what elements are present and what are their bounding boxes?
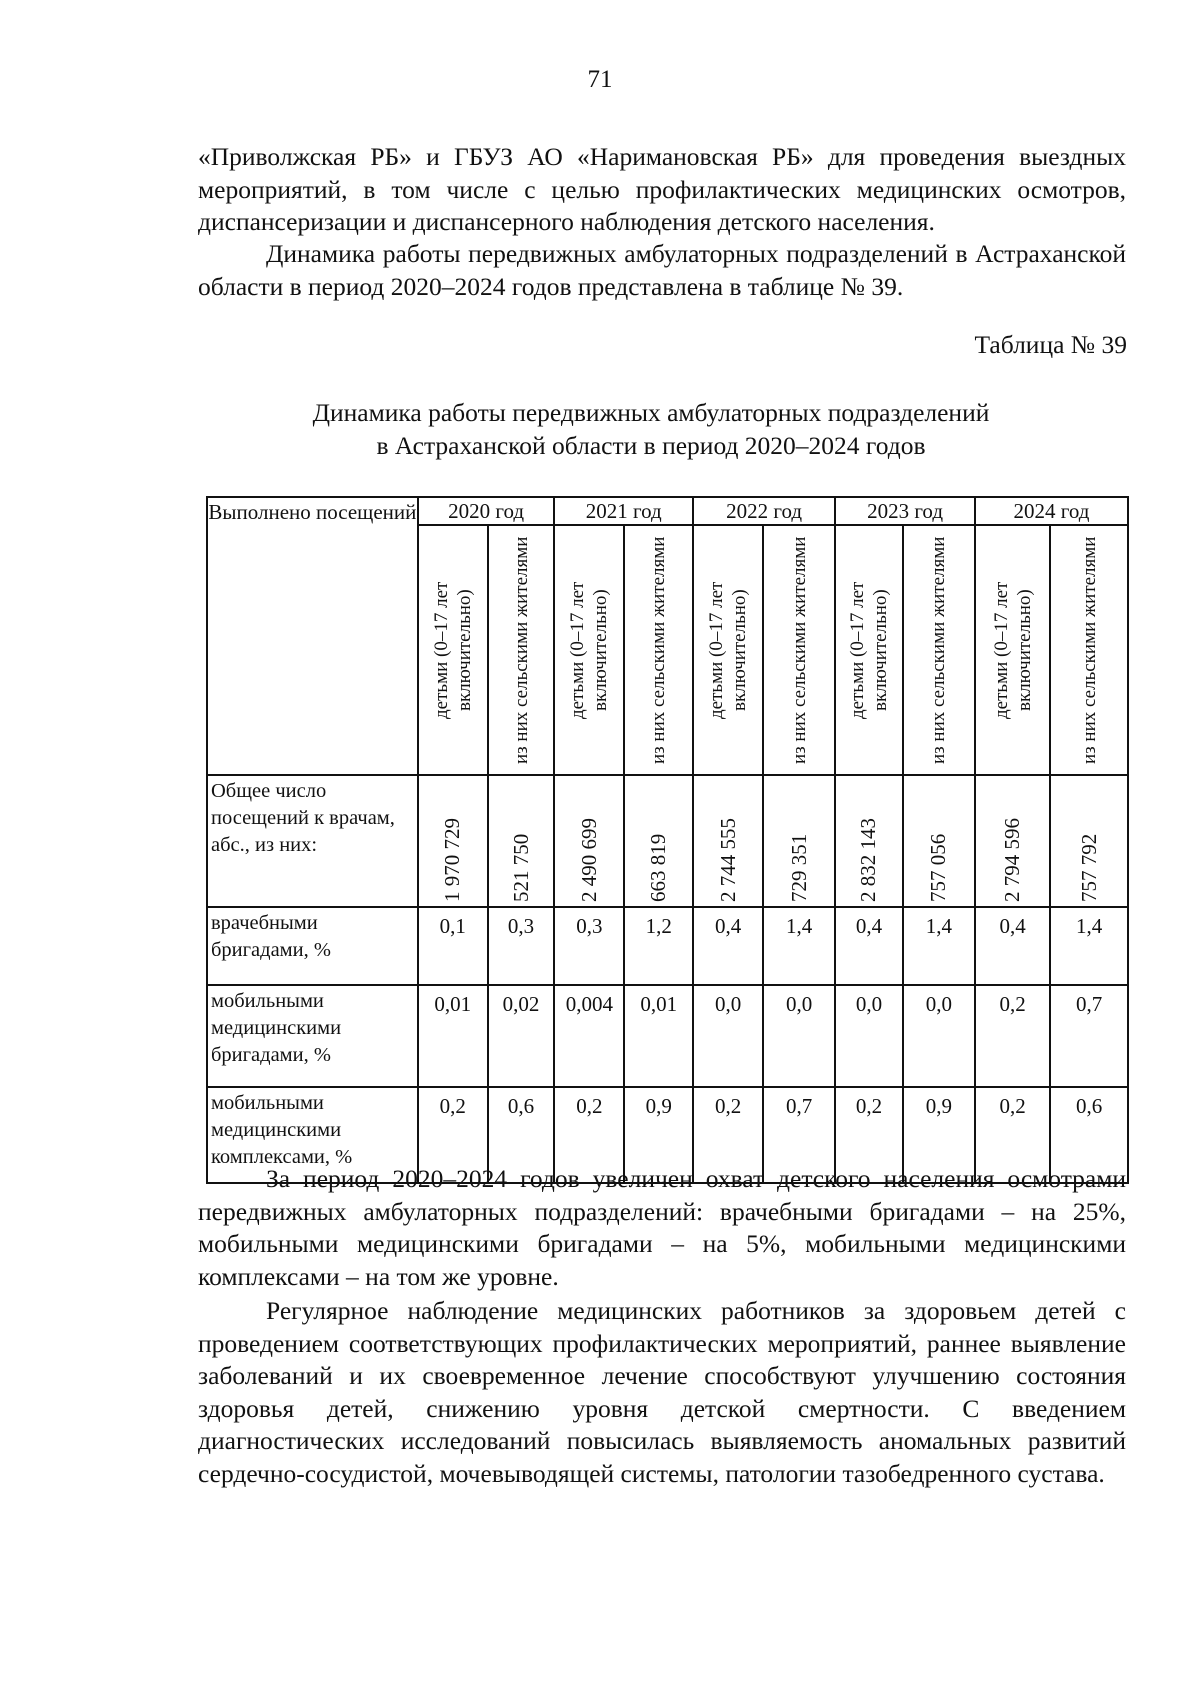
row-label-total: Общее число посещений к врачам, абс., из них: [207,775,418,907]
table-cell: 0,2 [554,1087,624,1183]
table-cell: 0,4 [835,907,903,985]
table-cell: 0,2 [418,1087,488,1183]
subheader-children: детьми (0–17 лет включительно) [554,525,624,775]
page-number: 71 [587,66,613,93]
row-label-doctor-teams: врачебными бригадами, % [207,907,418,985]
table-cell: 0,2 [835,1087,903,1183]
row-label-mobile-teams: мобильными медицинскими бригадами, % [207,985,418,1087]
table-cell: 521 750 [488,775,555,907]
table-cell: 0,4 [693,907,763,985]
year-header-2020: 2020 год [418,497,555,525]
subheader-rural: из них сельскими жителями [903,525,975,775]
table-label: Таблица № 39 [974,330,1127,359]
table-cell: 2 794 596 [975,775,1050,907]
table-row [207,907,1128,985]
table-cell: 2 490 699 [554,775,624,907]
table-container [206,496,1129,1184]
subheader-rural: из них сельскими жителями [488,525,555,775]
observation-paragraph: Регулярное наблюдение медицинских работников за здоровьем детей с проведением соответствующих профилактических мероприятий, раннее выявление заболеваний и их своевременное лечение способствуют улучшению состояния здоровья детей, снижению уровня детской смертности. С введением диагностических исследований повысилась выявляемость аномальных развитий сердечно-сосудистой, мочевыводящей системы, патологии тазобедренного сустава. [198,1296,1126,1488]
subheader-children: детьми (0–17 лет включительно) [693,525,763,775]
coverage-paragraph: За период 2020–2024 годов увеличен охват детского населения осмотрами передвижных амбулаторных подразделений: врачебными бригадами – на 25%, мобильными медицинскими бригадами – на 5%, мобильными медицинскими комплексами – на том же уровне. [198,1164,1126,1291]
table-cell: 729 351 [763,775,835,907]
table-title-line2: в Астраханской области в период 2020–2024 годов [376,431,926,460]
table-cell: 0,02 [488,985,555,1087]
table-cell: 2 832 143 [835,775,903,907]
table-cell: 0,01 [624,985,693,1087]
table-cell: 0,9 [624,1087,693,1183]
table-cell: 1,2 [624,907,693,985]
table-cell: 0,004 [554,985,624,1087]
year-header-2023: 2023 год [835,497,975,525]
table-cell: 0,4 [975,907,1050,985]
subheader-children: детьми (0–17 лет включительно) [975,525,1050,775]
table-cell: 0,7 [763,1087,835,1183]
table-cell: 757 056 [903,775,975,907]
year-header-2021: 2021 год [554,497,693,525]
subheader-rural: из них сельскими жителями [1050,525,1128,775]
subheader-children: детьми (0–17 лет включительно) [418,525,488,775]
table-cell: 0,01 [418,985,488,1087]
table-cell: 0,2 [975,1087,1050,1183]
table-cell: 0,9 [903,1087,975,1183]
table-corner-header: Выполнено посещений [207,497,418,775]
table-cell: 2 744 555 [693,775,763,907]
table-cell: 1 970 729 [418,775,488,907]
table-cell: 0,7 [1050,985,1128,1087]
subheader-rural: из них сельскими жителями [763,525,835,775]
table-cell: 663 819 [624,775,693,907]
table-title-line1: Динамика работы передвижных амбулаторных подразделений [312,398,990,427]
table-cell: 757 792 [1050,775,1128,907]
table-cell: 1,4 [1050,907,1128,985]
subheader-rural: из них сельскими жителями [624,525,693,775]
table-cell: 0,0 [835,985,903,1087]
subheader-children: детьми (0–17 лет включительно) [835,525,903,775]
table-row [207,775,1128,907]
table-title [190,396,1112,462]
table-cell: 1,4 [903,907,975,985]
row-label-mobile-complexes: мобильными медицинскими комплексами, % [207,1087,418,1183]
year-header-2022: 2022 год [693,497,835,525]
table-cell: 1,4 [763,907,835,985]
table-cell: 0,6 [1050,1087,1128,1183]
intro-paragraph: «Приволжская РБ» и ГБУЗ АО «Наримановская РБ» для проведения выездных мероприятий, в том числе с целью профилактических медицинских осмотров, диспансеризации и диспансерного наблюдения детского населения. [198,142,1126,236]
visits-table [206,496,1129,1184]
table-cell: 0,2 [975,985,1050,1087]
year-header-2024: 2024 год [975,497,1128,525]
table-cell: 0,3 [554,907,624,985]
dynamics-paragraph: Динамика работы передвижных амбулаторных подразделений в Астраханской области в период 2020–2024 годов представлена в таблице № 39. [198,239,1126,301]
table-cell: 0,0 [693,985,763,1087]
table-cell: 0,0 [903,985,975,1087]
table-cell: 0,0 [763,985,835,1087]
table-row [207,985,1128,1087]
table-cell: 0,2 [693,1087,763,1183]
table-cell: 0,1 [418,907,488,985]
table-cell: 0,6 [488,1087,555,1183]
table-cell: 0,3 [488,907,555,985]
